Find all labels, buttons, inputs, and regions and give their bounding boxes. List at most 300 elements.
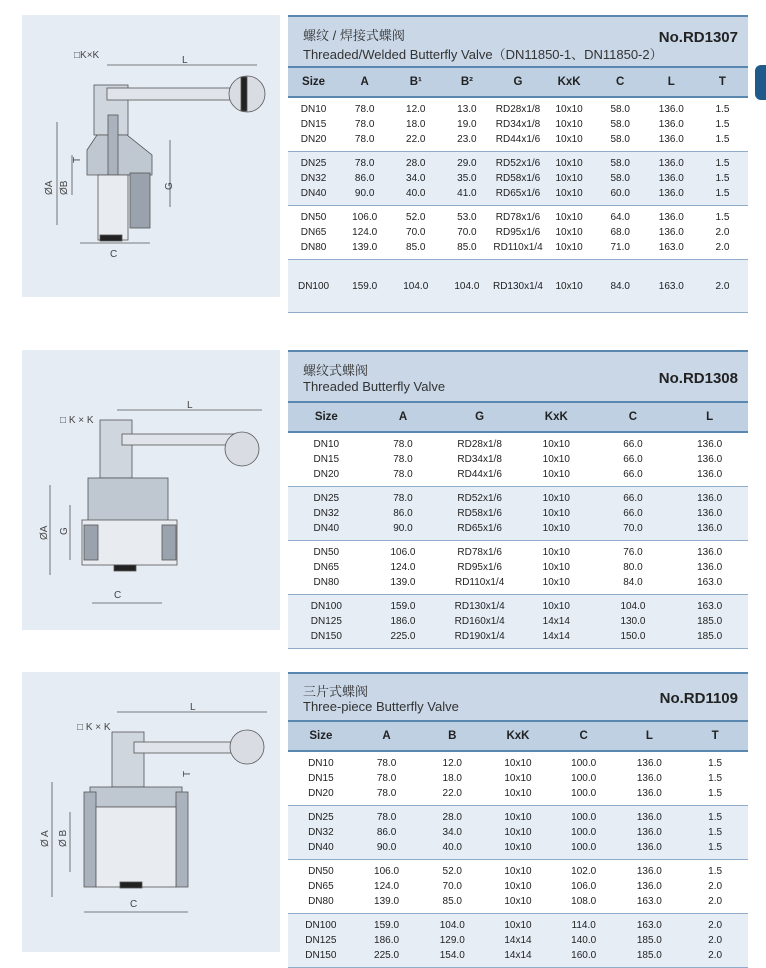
table-cell: 10x10 (542, 469, 570, 480)
c-label: C (110, 249, 118, 260)
table-cell: 10x10 (485, 914, 551, 934)
table-cell: 12.0 (406, 104, 426, 115)
table-cell: 100.0 (571, 788, 597, 799)
table-cell: 18.0 (442, 773, 462, 784)
table-cell: 100.0 (551, 825, 617, 840)
table-cell: 2.0 (715, 242, 730, 253)
table-cell: 139.0 (390, 577, 416, 588)
table-cell: RD95x1/6 (495, 227, 541, 238)
table-cell: 102.0 (551, 860, 617, 880)
table-cell: DN15 (300, 119, 327, 130)
table-cell: 159.0 (354, 914, 420, 934)
row-group (288, 432, 748, 487)
table-row (288, 521, 748, 541)
butterfly-valve-drawing (22, 15, 280, 297)
table-cell: 10x10 (504, 896, 532, 907)
table-cell: RD44x1/6 (495, 134, 541, 145)
table-cell: 29.0 (441, 152, 492, 172)
table-cell: 10x10 (542, 439, 570, 450)
a-label: Ø A (40, 830, 51, 847)
table-cell: RD28x1/8 (495, 104, 541, 115)
table-cell: RD130x1/4 (492, 260, 543, 313)
table-cell: 154.0 (419, 948, 485, 968)
table-cell: 34.0 (419, 825, 485, 840)
table-cell: 136.0 (697, 439, 723, 450)
table-cell: 58.0 (595, 171, 646, 186)
table-cell: 14x14 (518, 629, 595, 649)
table-cell: 140.0 (551, 933, 617, 948)
table-cell: 136.0 (636, 881, 662, 892)
table-cell: 78.0 (393, 439, 413, 450)
table-cell: 136.0 (671, 487, 748, 507)
table-cell: 100.0 (551, 806, 617, 826)
table-cell: RD110x1/4 (493, 242, 543, 253)
table-cell: 70.0 (406, 227, 426, 238)
table-header (288, 15, 748, 68)
title-english: Threaded/Welded Butterfly Valve（DN11850-1、DN11850-2） (303, 47, 663, 62)
table-cell: 114.0 (551, 914, 617, 934)
table-cell: 85.0 (442, 896, 462, 907)
table-cell: 2.0 (708, 881, 723, 892)
a-label: ØA (44, 180, 55, 195)
column-header-row (288, 722, 748, 751)
table-cell: 78.0 (354, 134, 375, 145)
table-cell: 10x10 (542, 562, 570, 573)
table-cell: 139.0 (374, 896, 400, 907)
table-cell: RD190x1/4 (441, 629, 518, 649)
c-label: C (114, 590, 122, 601)
table-cell: 78.0 (376, 788, 397, 799)
table-cell: 60.0 (595, 186, 646, 206)
column-header-1: A (339, 68, 390, 97)
table-cell: 10x10 (544, 171, 595, 186)
table-cell: 10x10 (555, 119, 583, 130)
column-header-8: T (697, 68, 748, 97)
table-row (288, 914, 748, 934)
kxk-label: □K×K (74, 50, 100, 61)
kxk-label: □ K × K (60, 415, 94, 426)
table-cell: 2.0 (682, 933, 748, 948)
table-cell: 10x10 (518, 506, 595, 521)
table-cell: 80.0 (623, 562, 643, 573)
table-cell: 34.0 (390, 171, 441, 186)
table-cell: 124.0 (390, 562, 416, 573)
table-cell: DN10 (313, 439, 340, 450)
table-cell: RD52x1/6 (492, 152, 543, 172)
table-cell: DN25 (288, 806, 354, 826)
table-cell: 2.0 (697, 260, 748, 313)
table-cell: 10x10 (542, 454, 570, 465)
table-cell: 100.0 (571, 773, 597, 784)
column-header-3: KxK (518, 403, 595, 432)
row-group (288, 541, 748, 595)
column-header-row (288, 68, 748, 97)
table-cell: 136.0 (658, 227, 684, 238)
table-cell: 10x10 (485, 806, 551, 826)
table-cell: 76.0 (595, 541, 672, 561)
column-header-2: G (441, 403, 518, 432)
table-cell: DN40 (288, 521, 365, 541)
table-cell: 186.0 (365, 614, 442, 629)
row-group (288, 206, 748, 260)
row-group (288, 152, 748, 206)
valve-diagram-rd1308 (22, 350, 280, 630)
table-cell: 225.0 (365, 629, 442, 649)
a-label: ØA (39, 525, 50, 540)
table-cell: 78.0 (339, 152, 390, 172)
table-row (288, 432, 748, 452)
table-cell: 1.5 (697, 171, 748, 186)
table-cell: 71.0 (610, 242, 630, 253)
table-cell: 124.0 (374, 881, 400, 892)
title-english: Threaded Butterfly Valve (303, 379, 446, 394)
table-cell: 1.5 (715, 134, 730, 145)
spec-table-rd1109 (288, 672, 748, 968)
table-cell: 159.0 (365, 595, 442, 615)
table-cell: 1.5 (682, 860, 748, 880)
table-cell: 70.0 (457, 227, 477, 238)
row-group (288, 806, 748, 860)
table-cell: 52.0 (419, 860, 485, 880)
table-cell: 136.0 (617, 840, 683, 860)
table-cell: 18.0 (406, 119, 426, 130)
g-label: G (164, 182, 175, 190)
table-cell: 163.0 (617, 914, 683, 934)
table-cell: 10x10 (544, 186, 595, 206)
dimension-table (288, 68, 748, 313)
table-cell: 185.0 (617, 933, 683, 948)
table-cell: 84.0 (595, 260, 646, 313)
table-cell: 129.0 (419, 933, 485, 948)
table-cell: 150.0 (595, 629, 672, 649)
table-row (288, 560, 748, 575)
column-header-0: Size (288, 403, 365, 432)
table-cell: RD110x1/4 (454, 577, 505, 588)
title-chinese: 螺纹 / 焊接式蝶阀 (303, 28, 405, 43)
table-cell: 136.0 (671, 521, 748, 541)
table-row (288, 117, 748, 132)
table-cell: 78.0 (365, 487, 442, 507)
column-header-4: G (492, 68, 543, 97)
table-cell: 90.0 (339, 186, 390, 206)
valve-diagram-rd1307 (22, 15, 280, 297)
table-cell: 130.0 (595, 614, 672, 629)
row-group (288, 914, 748, 968)
l-label: L (187, 400, 193, 411)
table-cell: DN25 (288, 487, 365, 507)
table-cell: DN20 (308, 788, 334, 799)
table-cell: 108.0 (571, 896, 597, 907)
table-cell: 66.0 (595, 487, 672, 507)
table-row (288, 467, 748, 487)
table-cell: 1.5 (708, 788, 723, 799)
table-cell: 90.0 (365, 521, 442, 541)
table-cell: 136.0 (636, 788, 662, 799)
table-cell: 136.0 (658, 119, 684, 130)
table-cell: 1.5 (697, 186, 748, 206)
table-header (288, 672, 748, 722)
table-cell: 2.0 (708, 896, 723, 907)
table-cell: 136.0 (636, 773, 662, 784)
table-cell: RD78x1/6 (441, 541, 518, 561)
butterfly-valve-drawing (22, 672, 280, 952)
table-cell: 58.0 (610, 134, 630, 145)
b-label: Ø B (58, 829, 69, 847)
table-cell: 10x10 (518, 541, 595, 561)
c-label: C (130, 899, 138, 910)
table-cell: RD34x1/8 (457, 454, 502, 465)
table-row (288, 840, 748, 860)
table-cell: 14x14 (485, 948, 551, 968)
table-cell: 106.0 (365, 541, 442, 561)
table-cell: 106.0 (339, 206, 390, 226)
table-cell: 10x10 (542, 577, 570, 588)
table-cell: 78.0 (376, 773, 397, 784)
table-cell: 186.0 (354, 933, 420, 948)
table-cell: 1.5 (682, 840, 748, 860)
table-cell: 90.0 (354, 840, 420, 860)
column-header-4: C (595, 403, 672, 432)
table-cell: 78.0 (393, 469, 413, 480)
table-row (288, 575, 748, 595)
table-row (288, 186, 748, 206)
table-row (288, 771, 748, 786)
table-cell: DN125 (288, 614, 365, 629)
table-cell: 28.0 (419, 806, 485, 826)
table-row (288, 260, 748, 313)
column-header-1: A (365, 403, 442, 432)
valve-diagram-rd1109 (22, 672, 280, 952)
table-row (288, 948, 748, 968)
table-cell: RD65x1/6 (441, 521, 518, 541)
table-cell: 163.0 (671, 595, 748, 615)
table-cell: DN50 (288, 860, 354, 880)
table-row (288, 879, 748, 894)
column-header-6: T (682, 722, 748, 751)
table-cell: 185.0 (671, 614, 748, 629)
kxk-label: □ K × K (77, 722, 111, 733)
table-row (288, 629, 748, 649)
table-cell: RD58x1/6 (492, 171, 543, 186)
table-cell: 124.0 (352, 227, 378, 238)
table-cell: 136.0 (617, 825, 683, 840)
table-cell: DN20 (313, 469, 340, 480)
table-cell: 58.0 (610, 119, 630, 130)
table-cell: DN80 (300, 242, 327, 253)
table-cell: 10x10 (485, 840, 551, 860)
table-cell: 70.0 (595, 521, 672, 541)
spec-table-rd1308 (288, 350, 748, 649)
table-cell: 1.5 (715, 119, 730, 130)
table-cell: 159.0 (339, 260, 390, 313)
table-cell: DN100 (288, 914, 354, 934)
table-cell: 136.0 (646, 171, 697, 186)
table-cell: 68.0 (610, 227, 630, 238)
table-cell: 35.0 (441, 171, 492, 186)
table-cell: 225.0 (354, 948, 420, 968)
table-cell: 13.0 (457, 104, 477, 115)
row-group (288, 595, 748, 649)
table-cell: RD95x1/6 (457, 562, 502, 573)
table-cell: 1.5 (697, 152, 748, 172)
table-cell: 22.0 (442, 788, 462, 799)
table-cell: 10x10 (504, 773, 532, 784)
table-cell: 52.0 (390, 206, 441, 226)
table-cell: 10x10 (485, 825, 551, 840)
table-row (288, 541, 748, 561)
table-row (288, 894, 748, 914)
table-cell: 163.0 (697, 577, 723, 588)
column-header-2: B (419, 722, 485, 751)
table-row (288, 487, 748, 507)
table-cell: RD65x1/6 (492, 186, 543, 206)
l-label: L (182, 55, 188, 66)
table-row (288, 786, 748, 806)
table-cell: 66.0 (623, 454, 643, 465)
table-cell: 66.0 (623, 439, 643, 450)
table-cell: 40.0 (419, 840, 485, 860)
table-cell: 58.0 (610, 104, 630, 115)
column-header-6: C (595, 68, 646, 97)
table-row (288, 806, 748, 826)
table-cell: RD58x1/6 (441, 506, 518, 521)
column-header-0: Size (288, 722, 354, 751)
table-cell: 41.0 (441, 186, 492, 206)
table-cell: 40.0 (390, 186, 441, 206)
table-cell: 10x10 (485, 860, 551, 880)
table-cell: 10x10 (504, 788, 532, 799)
table-cell: 2.0 (682, 914, 748, 934)
row-group (288, 97, 748, 152)
column-header-3: KxK (485, 722, 551, 751)
table-cell: DN32 (288, 825, 354, 840)
table-cell: 86.0 (354, 825, 420, 840)
table-cell: 136.0 (646, 206, 697, 226)
table-cell: 136.0 (658, 134, 684, 145)
table-cell: RD44x1/6 (457, 469, 502, 480)
table-cell: RD160x1/4 (441, 614, 518, 629)
table-cell: 160.0 (551, 948, 617, 968)
table-cell: DN40 (288, 840, 354, 860)
table-row (288, 825, 748, 840)
table-cell: 104.0 (390, 260, 441, 313)
column-header-row (288, 403, 748, 432)
table-cell: 22.0 (406, 134, 426, 145)
table-row (288, 240, 748, 260)
table-cell: 10x10 (518, 521, 595, 541)
table-cell: 10x10 (544, 206, 595, 226)
table-cell: 78.0 (354, 806, 420, 826)
table-cell: 78.0 (354, 104, 375, 115)
product-code: No.RD1308 (658, 370, 738, 387)
table-cell: 1.5 (708, 773, 723, 784)
table-cell: 1.5 (682, 825, 748, 840)
table-cell: 84.0 (623, 577, 643, 588)
table-cell: 136.0 (646, 186, 697, 206)
butterfly-valve-drawing (22, 350, 280, 630)
table-cell: 78.0 (393, 454, 413, 465)
table-header (288, 350, 748, 403)
product-code: No.RD1307 (658, 29, 738, 46)
table-cell: 163.0 (646, 260, 697, 313)
title-chinese: 三片式蝶阀 (303, 684, 369, 699)
table-cell: DN65 (313, 562, 340, 573)
table-cell: DN150 (288, 948, 354, 968)
table-cell: 139.0 (352, 242, 378, 253)
table-cell: DN80 (313, 577, 340, 588)
table-cell: 1.5 (715, 104, 730, 115)
l-label: L (190, 702, 196, 713)
row-group (288, 751, 748, 806)
table-cell: 28.0 (390, 152, 441, 172)
table-cell: 14x14 (518, 614, 595, 629)
table-cell: 185.0 (671, 629, 748, 649)
table-cell: 1.5 (708, 758, 723, 769)
column-header-3: B² (441, 68, 492, 97)
section-tab[interactable] (755, 65, 766, 100)
table-cell: DN50 (288, 206, 339, 226)
table-cell: 136.0 (671, 541, 748, 561)
table-cell: DN25 (288, 152, 339, 172)
product-code: No.RD1109 (659, 690, 738, 707)
column-header-0: Size (288, 68, 339, 97)
table-cell: 10x10 (544, 260, 595, 313)
t-label: T (182, 770, 193, 777)
table-cell: 23.0 (457, 134, 477, 145)
column-header-5: L (671, 403, 748, 432)
t-label: T (72, 156, 83, 163)
table-cell: DN32 (288, 506, 365, 521)
table-cell: RD78x1/6 (492, 206, 543, 226)
column-header-5: L (617, 722, 683, 751)
table-cell: RD34x1/8 (495, 119, 541, 130)
table-cell: DN20 (300, 134, 327, 145)
table-cell: DN100 (288, 260, 339, 313)
table-cell: DN15 (313, 454, 340, 465)
table-cell: 104.0 (419, 914, 485, 934)
table-cell: 10x10 (555, 104, 583, 115)
row-group (288, 260, 748, 313)
table-cell: DN40 (288, 186, 339, 206)
column-header-5: KxK (544, 68, 595, 97)
table-row (288, 506, 748, 521)
table-row (288, 225, 748, 240)
table-cell: 10x10 (555, 134, 583, 145)
table-cell: DN100 (288, 595, 365, 615)
table-cell: DN65 (308, 881, 334, 892)
table-cell: 10x10 (504, 758, 532, 769)
table-cell: DN10 (308, 758, 334, 769)
table-cell: 2.0 (682, 948, 748, 968)
table-cell: 66.0 (595, 506, 672, 521)
table-row (288, 152, 748, 172)
table-cell: 86.0 (339, 171, 390, 186)
table-row (288, 614, 748, 629)
table-cell: 14x14 (485, 933, 551, 948)
table-cell: 136.0 (658, 104, 684, 115)
table-row (288, 132, 748, 152)
table-cell: 106.0 (571, 881, 597, 892)
table-cell: 58.0 (595, 152, 646, 172)
table-cell: 104.0 (595, 595, 672, 615)
table-cell: 100.0 (551, 840, 617, 860)
table-cell: 19.0 (457, 119, 477, 130)
column-header-4: C (551, 722, 617, 751)
title-chinese: 螺纹式蝶阀 (303, 363, 369, 378)
table-cell: 10x10 (518, 487, 595, 507)
table-row (288, 751, 748, 771)
table-cell: DN65 (300, 227, 327, 238)
